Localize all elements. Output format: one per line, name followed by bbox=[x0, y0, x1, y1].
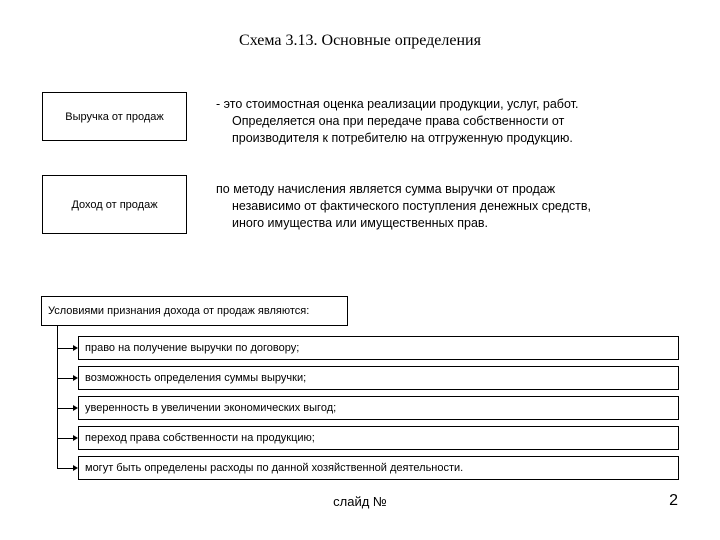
definition-line: Определяется она при передаче права собственности от bbox=[232, 114, 565, 128]
conditions-heading: Условиями признания дохода от продаж являются: bbox=[41, 296, 348, 326]
definition-line: независимо от фактического поступления денежных средств, bbox=[232, 199, 591, 213]
condition-item-3: уверенность в увеличении экономических выгод; bbox=[78, 396, 679, 420]
term-box-income: Доход от продаж bbox=[42, 175, 187, 234]
definition-line: иного имущества или имущественных прав. bbox=[232, 216, 489, 230]
condition-item-5: могут быть определены расходы по данной хозяйственной деятельности. bbox=[78, 456, 679, 480]
condition-item-4: переход права собственности на продукцию; bbox=[78, 426, 679, 450]
definition-line: производителя к потребителю на отгруженную продукцию. bbox=[232, 131, 573, 145]
condition-item-2: возможность определения суммы выручки; bbox=[78, 366, 679, 390]
page-title: Схема 3.13. Основные определения bbox=[239, 32, 481, 49]
definition-income bbox=[216, 181, 591, 232]
slide-label: слайд № bbox=[333, 494, 387, 509]
definition-line: - это стоимостная оценка реализации продукции, услуг, работ. bbox=[216, 97, 579, 111]
condition-item-1: право на получение выручки по договору; bbox=[78, 336, 679, 360]
definition-revenue bbox=[216, 96, 578, 147]
definition-line: по методу начисления является сумма выручки от продаж bbox=[216, 182, 556, 196]
page-number: 2 bbox=[669, 492, 678, 509]
term-box-revenue: Выручка от продаж bbox=[42, 92, 187, 141]
